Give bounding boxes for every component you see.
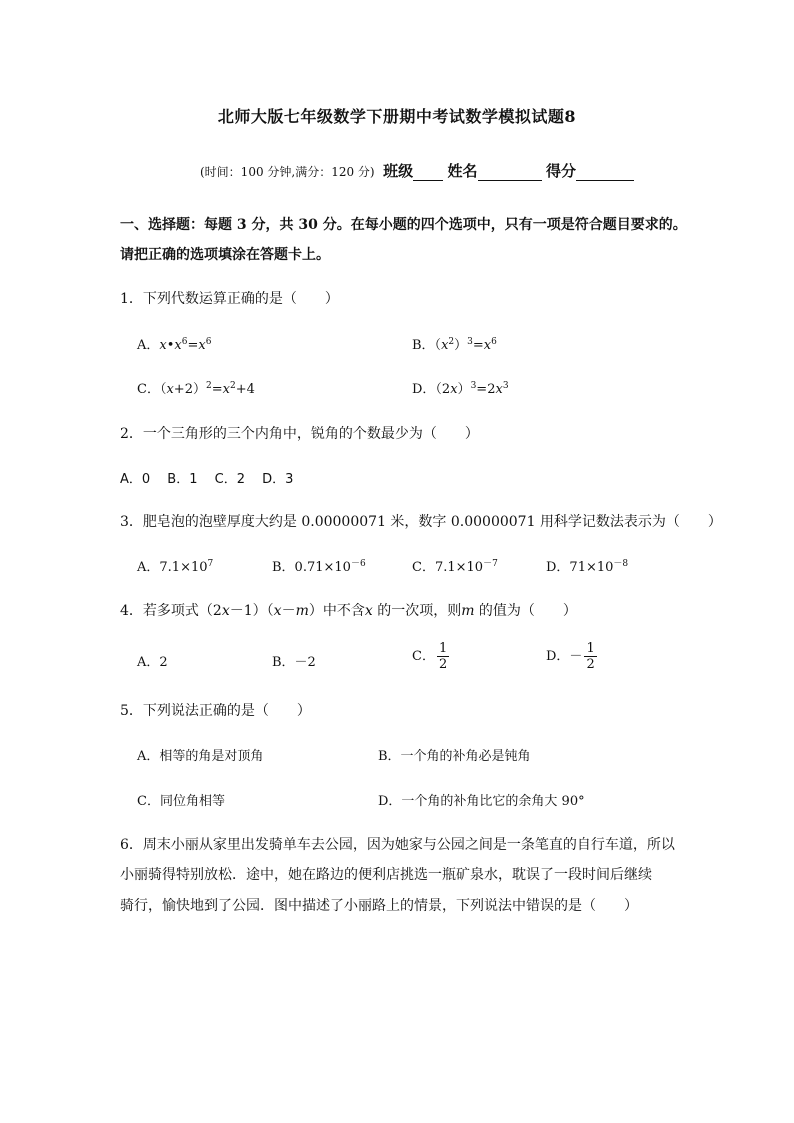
q2-options: A．0 B．1 C．2 D．3 <box>120 472 294 487</box>
q3-option-c: C．$7.1\times 10^{-7}$ <box>412 559 498 575</box>
q1-option-d: D．$(2x)^3=2x^3$ <box>412 381 509 397</box>
q5-stem: 5．下列说法正确的是（ ） <box>120 703 311 719</box>
q6-stem-line2: 小丽骑得特别放松．途中，她在路边的便利店挑选一瓶矿泉水，耽误了一段时间后继续 <box>120 867 652 883</box>
q3-option-a: A．$7.1\times 10^7$ <box>137 559 214 575</box>
class-label: 班级 <box>383 162 414 180</box>
exam-info-line <box>200 160 634 181</box>
q4-option-b: B．－2 <box>272 655 316 670</box>
name-label: 姓名 <box>447 162 478 180</box>
q5-option-c: C．同位角相等 <box>137 794 225 809</box>
q4-option-a: A．2 <box>137 655 168 670</box>
q2-stem: 2．一个三角形的三个内角中，锐角的个数最少为（ ） <box>120 426 479 442</box>
q4-option-d: D．－ $\frac{1}{2}$ <box>546 641 595 672</box>
q6-stem-line3: 骑行，愉快地到了公园．图中描述了小丽路上的情景，下列说法中错误的是（ ） <box>120 898 638 914</box>
page-title: 北师大版七年级数学下册期中考试数学模拟试题8 <box>217 107 577 126</box>
q3-stem: 3．肥皂泡的泡壁厚度大约是 0.00000071 米，数字 0.00000071 用科学记数法表示为（ ） <box>120 514 722 530</box>
q5-option-a: A．相等的角是对顶角 <box>137 749 264 764</box>
score-blank[interactable] <box>576 164 634 181</box>
q5-option-d: D．一个角的补角比它的余角大 90° <box>378 794 585 809</box>
fraction-one-half: $\frac{1}{2}$ <box>438 641 448 672</box>
fraction-one-half: $\frac{1}{2}$ <box>586 641 595 672</box>
section1-heading-line2: 请把正确的选项填涂在答题卡上。 <box>120 247 330 263</box>
q1-option-b: B．$(x^2)^3=x^6$ <box>412 337 497 353</box>
score-label: 得分 <box>546 162 577 180</box>
q4-option-c: C． $\frac{1}{2}$ <box>412 641 448 672</box>
q4-stem: 4．若多项式（2x－1）（x－m）中不含x 的一次项，则m 的值为（ ） <box>120 603 577 619</box>
q1-option-a: A．$x•x^6=x^6$ <box>137 337 212 353</box>
q3-option-b: B．$0.71\times 10^{-6}$ <box>272 559 366 575</box>
q1-stem: 1．下列代数运算正确的是（ ） <box>120 291 339 307</box>
q6-stem-line1: 6．周末小丽从家里出发骑单车去公园，因为她家与公园之间是一条笔直的自行车道，所以 <box>120 837 675 853</box>
section1-heading-line1: 一、选择题：每题 3 分，共 30 分。在每小题的四个选项中，只有一项是符合题目要求的。 <box>120 217 687 233</box>
name-blank[interactable] <box>478 164 542 181</box>
q3-option-d: D．$71\times 10^{-8}$ <box>546 559 629 575</box>
q1-option-c: C．$(x+2)^2=x^2+4$ <box>137 381 255 397</box>
exam-time-score: (时间：100 分钟,满分：120 分) <box>200 165 375 179</box>
class-blank[interactable] <box>413 164 443 181</box>
q5-option-b: B．一个角的补角必是钝角 <box>378 749 531 764</box>
